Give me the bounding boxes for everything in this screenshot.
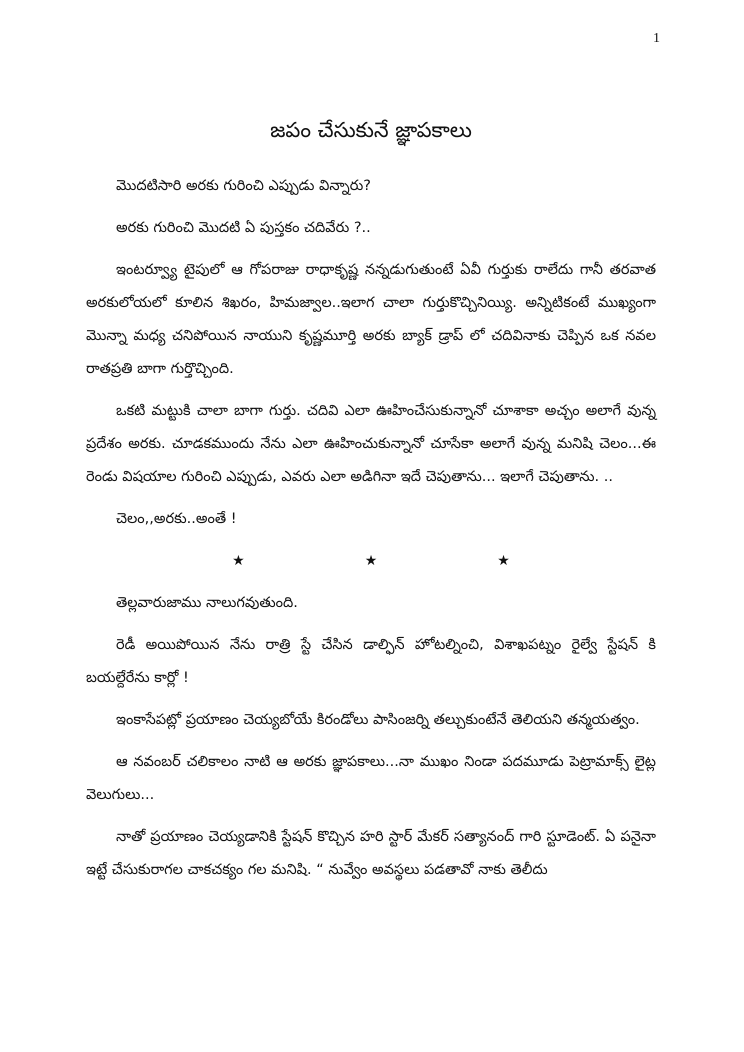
paragraph: రెడీ అయిపోయిన నేను రాత్రి స్టే చేసిన డాల్ఫిన్ హోటల్నించి, విశాఖపట్నం రైల్వే స్టేషన్ కి బయల్దేరేను కార్లో ! bbox=[86, 637, 656, 686]
paragraph: ఒకటి మట్టుకి చాలా బాగా గుర్తు. చదివి ఎలా ఊహించేసుకున్నానో చూశాకా అచ్చం అలాగే వున్న ప్రదేశం అరకు. చూడకముందు నేను ఎలా ఊహించుకున్నానో చూసేకా అలాగే వున్న మనిషి చెలం...ఈ రెండు విషయాల గురించి ఎప్పుడు, ఎవరు ఎలా అడిగినా ఇదే చెపుతాను... ఇలాగే చెపుతాను. .. bbox=[86, 403, 656, 485]
star-icon: ★ bbox=[232, 553, 245, 569]
paragraph: నాతో ప్రయాణం చెయ్యడానికి స్టేషన్ కొచ్చిన హరి స్టార్ మేకర్ సత్యానంద్ గారి స్టూడెంట్. ఏ పనైనా ఇట్టే చేసుకురాగల చాకచక్యం గల మనిషి. “ నువ్వేం అవస్థలు పడతావో నాకు తెలీదు bbox=[86, 829, 656, 878]
paragraph: ఇంకాసేపట్లో ప్రయాణం చెయ్యబోయే కిరండోలు పాసింజర్ని తల్చుకుంటేనే తెలియని తన్మయత్వం. bbox=[116, 712, 640, 728]
page-number: 1 bbox=[653, 31, 660, 46]
chapter-title: జపం చేసుకునే జ్ఞాపకాలు bbox=[270, 118, 472, 142]
body-text bbox=[86, 170, 656, 896]
section-separator bbox=[86, 545, 656, 578]
paragraph: చెలం,,అరకు..అంతే ! bbox=[116, 511, 237, 527]
paragraph: ఇంటర్వ్యూ టైపులో ఆ గోపరాజు రాధాకృష్ణ నన్నడుగుతుంటే ఏవీ గుర్తుకు రాలేదు గానీ తరవాత అరకులోయలో కూలిన శిఖరం, హిమజ్వాల..ఇలాగ చాలా గుర్తుకొచ్చినియ్యి. అన్నిటికంటే ముఖ్యంగా మొన్నా మధ్య చనిపోయిన నాయుని కృష్ణమూర్తి అరకు బ్యాక్ డ్రాప్ లో చదివినాకు చెప్పిన ఒక నవల రాతప్రతి బాగా గుర్తొచ్చింది. bbox=[86, 262, 656, 377]
star-icon: ★ bbox=[364, 553, 378, 569]
paragraph: ఆ నవంబర్ చలికాలం నాటి ఆ అరకు జ్ఞాపకాలు...నా ముఖం నిండా పదమూడు పెట్రామాక్స్ లైట్ల వెలుగులు... bbox=[86, 754, 656, 803]
paragraph: మొదటిసారి అరకు గురించి ఎప్పుడు విన్నారు? bbox=[116, 178, 371, 194]
paragraph: అరకు గురించి మొదటి ఏ పుస్తకం చదివేరు ?.. bbox=[116, 220, 371, 236]
paragraph: తెల్లవారుజాము నాలుగవుతుంది. bbox=[116, 595, 298, 611]
star-icon: ★ bbox=[497, 553, 510, 569]
